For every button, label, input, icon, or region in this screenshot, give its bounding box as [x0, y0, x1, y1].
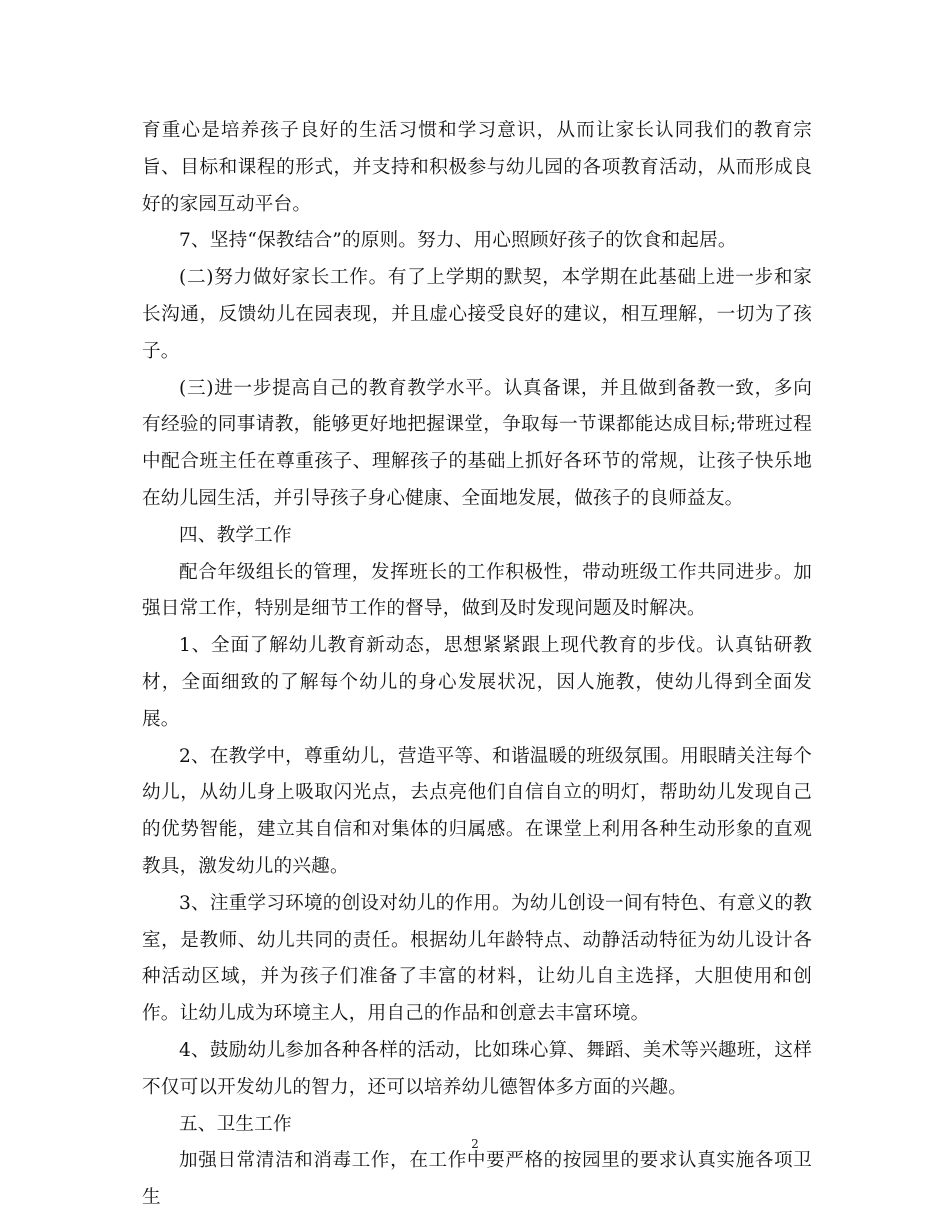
- paragraph-1: 育重心是培养孩子良好的生活习惯和学习意识，从而让家长认同我们的教育宗旨、目标和课程的形式，并支持和积极参与幼儿园的各项教育活动，从而形成良好的家园互动平台。: [142, 120, 812, 215]
- paragraph-3: (二)努力做好家长工作。有了上学期的默契，本学期在此基础上进一步和家长沟通，反馈幼儿在园表现，并且虚心接受良好的建议，相互理解，一切为了孩子。: [142, 267, 812, 362]
- page-number: 2: [471, 1137, 479, 1151]
- paragraph-10: 4、鼓励幼儿参加各种各样的活动，比如珠心算、舞蹈、美术等兴趣班，这样不仅可以开发幼儿的智力，还可以培养幼儿德智体多方面的兴趣。: [142, 1039, 812, 1098]
- paragraph-8: 2、在教学中，尊重幼儿，营造平等、和谐温暖的班级氛围。用眼睛关注每个幼儿，从幼儿身上吸取闪光点，去点亮他们自信自立的明灯，帮助幼儿发现自己的优势智能，建立其自信和对集体的归属感。在课堂上利用各种生动形象的直观教具，激发幼儿的兴趣。: [142, 745, 812, 877]
- paragraph-6: 配合年级组长的管理，发挥班长的工作积极性，带动班级工作共同进步。加强日常工作，特别是细节工作的督导，做到及时发现问题及时解决。: [142, 561, 812, 620]
- paragraph-2: 7、坚持“保教结合”的原则。努力、用心照顾好孩子的饮食和起居。: [179, 230, 737, 252]
- paragraph-12: 加强日常清洁和消毒工作，在工作中要严格的按园里的要求认真实施各项卫生: [142, 1150, 812, 1209]
- paragraph-9: 3、注重学习环境的创设对幼儿的作用。为幼儿创设一间有特色、有意义的教室，是教师、幼儿共同的责任。根据幼儿年龄特点、动静活动特征为幼儿设计各种活动区域，并为孩子们准备了丰富的材料，让幼儿自主选择，大胆使用和创作。让幼儿成为环境主人，用自己的作品和创意去丰富环境。: [142, 892, 812, 1025]
- section-heading-teaching: 四、教学工作: [179, 524, 292, 546]
- document-body: [142, 113, 812, 1217]
- section-heading-hygiene: 五、卫生工作: [179, 1113, 292, 1135]
- paragraph-4: (三)进一步提高自己的教育教学水平。认真备课，并且做到备教一致，多向有经验的同事请教，能够更好地把握课堂，争取每一节课都能达成目标;带班过程中配合班主任在尊重孩子、理解孩子的基础上抓好各环节的常规，让孩子快乐地在幼儿园生活，并引导孩子身心健康、全面地发展，做孩子的良师益友。: [142, 377, 812, 509]
- paragraph-7: 1、全面了解幼儿教育新动态，思想紧紧跟上现代教育的步伐。认真钻研教材，全面细致的了解每个幼儿的身心发展状况，因人施教，使幼儿得到全面发展。: [142, 635, 812, 730]
